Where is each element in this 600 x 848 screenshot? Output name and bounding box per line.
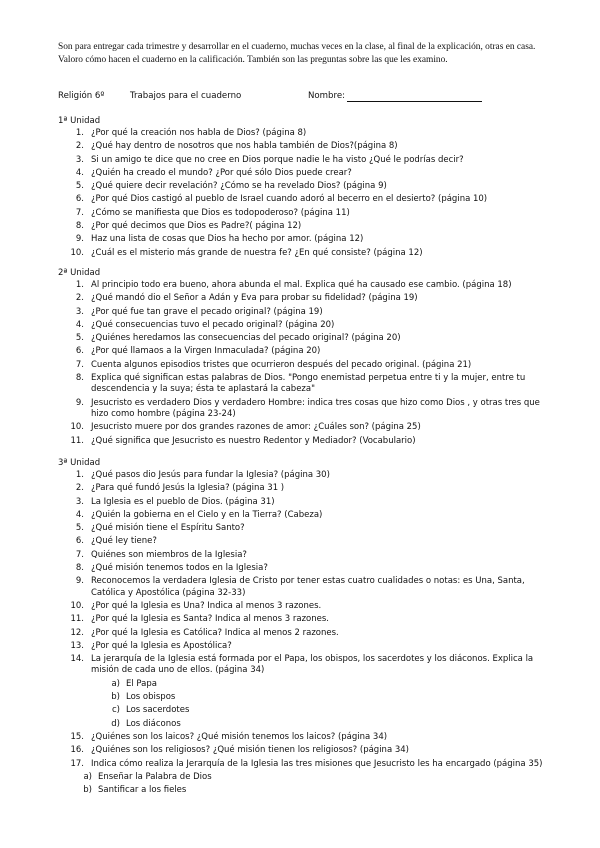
item-number: 1. — [75, 470, 84, 480]
list-item — [58, 576, 558, 599]
list-item — [58, 628, 558, 639]
list-item — [58, 280, 558, 291]
item-number: 2. — [75, 141, 84, 152]
list-item — [58, 333, 558, 344]
list-item — [58, 654, 558, 677]
sub-item-text: Los obispos — [126, 692, 176, 703]
list-item — [58, 536, 558, 547]
item-text: Explica qué significan estas palabras de Dios. "Pongo enemistad perpetua entre ti y la mujer, entre tu descendencia y la suya; ésta te aplastará la cabeza" — [91, 373, 526, 395]
item-text: Si un amigo te dice que no cree en Dios porque nadie le ha visto ¿Qué le podrías decir? — [91, 154, 464, 165]
list-item — [58, 470, 558, 481]
list-item — [58, 307, 558, 318]
item-number: 2. — [75, 293, 84, 304]
item-number: 7. — [75, 549, 84, 560]
item-text: ¿Qué ley tiene? — [91, 536, 157, 547]
list-item — [58, 373, 558, 396]
item-number: 8. — [75, 563, 84, 574]
list-item — [58, 398, 558, 421]
list-item — [58, 563, 558, 574]
sub-item — [58, 705, 558, 716]
item-number: 5. — [75, 523, 84, 534]
sub-item-text: Los sacerdotes — [126, 705, 190, 716]
item-number: 12. — [70, 627, 84, 638]
item-number: 9. — [75, 234, 84, 245]
item-number: 4. — [75, 319, 84, 330]
item-number: 4. — [75, 167, 84, 178]
item-text: Jesucristo es verdadero Dios y verdadero Hombre: indica tres cosas que hizo como Dios , y otras tres que hizo como hombre (página 23-24) — [91, 397, 540, 419]
unit-1 — [58, 114, 558, 261]
list-item — [58, 523, 558, 534]
item-text: Indica cómo realiza la Jerarquía de la Iglesia las tres misiones que Jesucristo les ha encargado (página 35) — [91, 758, 543, 769]
unit-3 — [58, 456, 558, 798]
sub-item-text: El Papa — [126, 678, 157, 689]
item-text: ¿Por qué fue tan grave el pecado original? (página 19) — [91, 306, 323, 317]
list-item — [58, 320, 558, 331]
list-item — [58, 234, 558, 245]
item-number: 2. — [75, 483, 84, 494]
item-text: ¿Cuál es el misterio más grande de nuestra fe? ¿En qué consiste? (página 12) — [91, 247, 423, 258]
sub-item-text: Santificar a los fieles — [98, 785, 187, 796]
item-text: ¿Quiénes son los religiosos? ¿Qué misión tienen los religiosos? (página 34) — [91, 745, 409, 756]
item-text: ¿Qué misión tiene el Espíritu Santo? — [91, 523, 245, 534]
item-text: ¿Por qué la Iglesia es Apostólica? — [91, 640, 232, 651]
unit-2 — [58, 266, 558, 449]
list-item — [58, 346, 558, 357]
sub-item-letter: d) — [111, 718, 120, 729]
item-text: La Iglesia es el pueblo de Dios. (página 31) — [91, 496, 275, 507]
item-text: ¿Para qué fundó Jesús la Iglesia? (página 31 ) — [91, 483, 285, 494]
list-item — [58, 293, 558, 304]
item-number: 9. — [75, 397, 84, 408]
item-text: Reconocemos la verdadera Iglesia de Cristo por tener estas cuatro cualidades o notas: es Una, Santa, Católica y Apostólica (página 32-33) — [91, 576, 525, 598]
item-text: ¿Qué pasos dio Jesús para fundar la Iglesia? (página 30) — [91, 470, 330, 480]
item-text: ¿Por qué la Iglesia es Santa? Indica al menos 3 razones. — [91, 614, 329, 625]
name-field — [308, 91, 345, 101]
sub-item-letter: a) — [111, 678, 120, 689]
unit-title: 2ª Unidad — [58, 268, 101, 278]
item-number: 7. — [75, 359, 84, 370]
item-number: 3. — [75, 496, 84, 507]
list-item — [58, 510, 558, 521]
item-number: 4. — [75, 509, 84, 520]
item-text: ¿Por qué la Iglesia es Católica? Indica al menos 2 razones. — [91, 627, 339, 638]
list-item — [58, 759, 558, 770]
item-number: 6. — [75, 536, 84, 547]
item-text: ¿Qué quiere decir revelación? ¿Cómo se ha revelado Dios? (página 9) — [91, 181, 387, 192]
item-text: ¿Qué hay dentro de nosotros que nos habla también de Dios?(página 8) — [91, 141, 398, 152]
worksheet-header — [58, 91, 558, 105]
item-number: 16. — [70, 745, 84, 756]
subject-label: Religión 6º — [58, 91, 105, 101]
sub-item-letter: b) — [83, 785, 92, 796]
list-item — [58, 483, 558, 494]
item-number: 10. — [70, 600, 84, 611]
item-number: 1. — [75, 280, 84, 290]
name-blank-line — [347, 91, 482, 102]
sub-item-letter: b) — [111, 692, 120, 703]
item-text: ¿Qué consecuencias tuvo el pecado original? (página 20) — [91, 319, 335, 330]
item-number: 14. — [70, 654, 84, 665]
list-item — [58, 221, 558, 232]
name-label: Nombre: — [308, 91, 346, 101]
item-text: Cuenta algunos episodios tristes que ocurrieron después del pecado original. (página 21) — [91, 359, 472, 370]
list-item — [58, 550, 558, 561]
sub-item-letter: a) — [83, 771, 92, 782]
item-text: ¿Cómo se manifiesta que Dios es todopoderoso? (página 11) — [91, 207, 350, 218]
list-item — [58, 601, 558, 612]
item-text: ¿Qué significa que Jesucristo es nuestro Redentor y Mediador? (Vocabulario) — [91, 435, 416, 446]
item-text: Quiénes son miembros de la Iglesia? — [91, 549, 247, 560]
unit-title: 1ª Unidad — [58, 116, 101, 126]
item-number: 6. — [75, 194, 84, 205]
task-title: Trabajos para el cuaderno — [130, 91, 242, 101]
item-number: 5. — [75, 333, 84, 344]
list-item — [58, 128, 558, 139]
item-number: 8. — [75, 221, 84, 232]
list-item — [58, 641, 558, 652]
item-number: 10. — [70, 422, 84, 433]
item-number: 17. — [70, 758, 84, 769]
item-text: ¿Qué mandó dio el Señor a Adán y Eva para probar su fidelidad? (página 19) — [91, 293, 418, 304]
item-text: ¿Quién ha creado el mundo? ¿Por qué sólo Dios puede crear? — [91, 167, 352, 178]
list-item — [58, 436, 558, 447]
list-item — [58, 194, 558, 205]
item-text: Jesucristo muere por dos grandes razones de amor: ¿Cuáles son? (página 25) — [91, 422, 421, 433]
list-item — [58, 614, 558, 625]
item-text: Al principio todo era bueno, ahora abunda el mal. Explica qué ha causado ese cambio. (página 18) — [91, 280, 512, 290]
list-item — [58, 422, 558, 433]
item-number: 3. — [75, 306, 84, 317]
item-text: ¿Quiénes son los laicos? ¿Qué misión tenemos los laicos? (página 34) — [91, 731, 388, 742]
list-item — [58, 248, 558, 259]
list-item — [58, 168, 558, 179]
item-text: ¿Por qué Dios castigó al pueblo de Israel cuando adoró al becerro en el desierto? (página 10) — [91, 194, 488, 205]
item-number: 11. — [70, 614, 84, 625]
item-number: 6. — [75, 346, 84, 357]
item-number: 7. — [75, 207, 84, 218]
item-number: 11. — [70, 435, 84, 446]
item-number: 9. — [75, 576, 84, 587]
unit-title: 3ª Unidad — [58, 458, 101, 468]
sub-item — [58, 719, 558, 730]
list-item — [58, 141, 558, 152]
intro-paragraph: Son para entregar cada trimestre y desarrollar en el cuaderno, muchas veces en la clase, al final de la explicación, otras en casa. Valoro cómo hacen el cuaderno en la calificación. También son las preguntas sobre las que les examino. — [58, 42, 536, 65]
item-text: La jerarquía de la Iglesia está formada por el Papa, los obispos, los sacerdotes y los diáconos. Explica la misión de cada uno de ellos. (página 34) — [91, 654, 534, 676]
item-text: ¿Por qué la creación nos habla de Dios? (página 8) — [91, 128, 307, 138]
list-item — [58, 745, 558, 756]
sub-item-text: Los diáconos — [126, 718, 181, 729]
item-text: ¿Quiénes heredamos las consecuencias del pecado original? (página 20) — [91, 333, 401, 344]
item-text: ¿Qué misión tenemos todos en la Iglesia? — [91, 563, 268, 574]
list-item — [58, 208, 558, 219]
item-number: 3. — [75, 154, 84, 165]
list-item — [58, 181, 558, 192]
item-number: 13. — [70, 640, 84, 651]
list-item — [58, 497, 558, 508]
item-number: 15. — [70, 731, 84, 742]
sub-item — [58, 785, 558, 796]
item-number: 5. — [75, 181, 84, 192]
item-number: 10. — [70, 247, 84, 258]
item-text: ¿Quién la gobierna en el Cielo y en la Tierra? (Cabeza) — [91, 509, 323, 520]
sub-item — [58, 692, 558, 703]
item-text: ¿Por qué decimos que Dios es Padre?( página 12) — [91, 221, 302, 232]
item-number: 8. — [75, 373, 84, 384]
item-text: ¿Por qué la Iglesia es Una? Indica al menos 3 razones. — [91, 600, 322, 611]
list-item — [58, 155, 558, 166]
list-item — [58, 732, 558, 743]
item-text: Haz una lista de cosas que Dios ha hecho por amor. (página 12) — [91, 234, 364, 245]
sub-item — [58, 772, 558, 783]
sub-item-letter: c) — [112, 705, 120, 716]
item-text: ¿Por qué llamaos a la Virgen Inmaculada? (página 20) — [91, 346, 321, 357]
list-item — [58, 360, 558, 371]
sub-item-text: Enseñar la Palabra de Dios — [98, 771, 212, 782]
sub-item — [58, 679, 558, 690]
item-number: 1. — [75, 128, 84, 138]
